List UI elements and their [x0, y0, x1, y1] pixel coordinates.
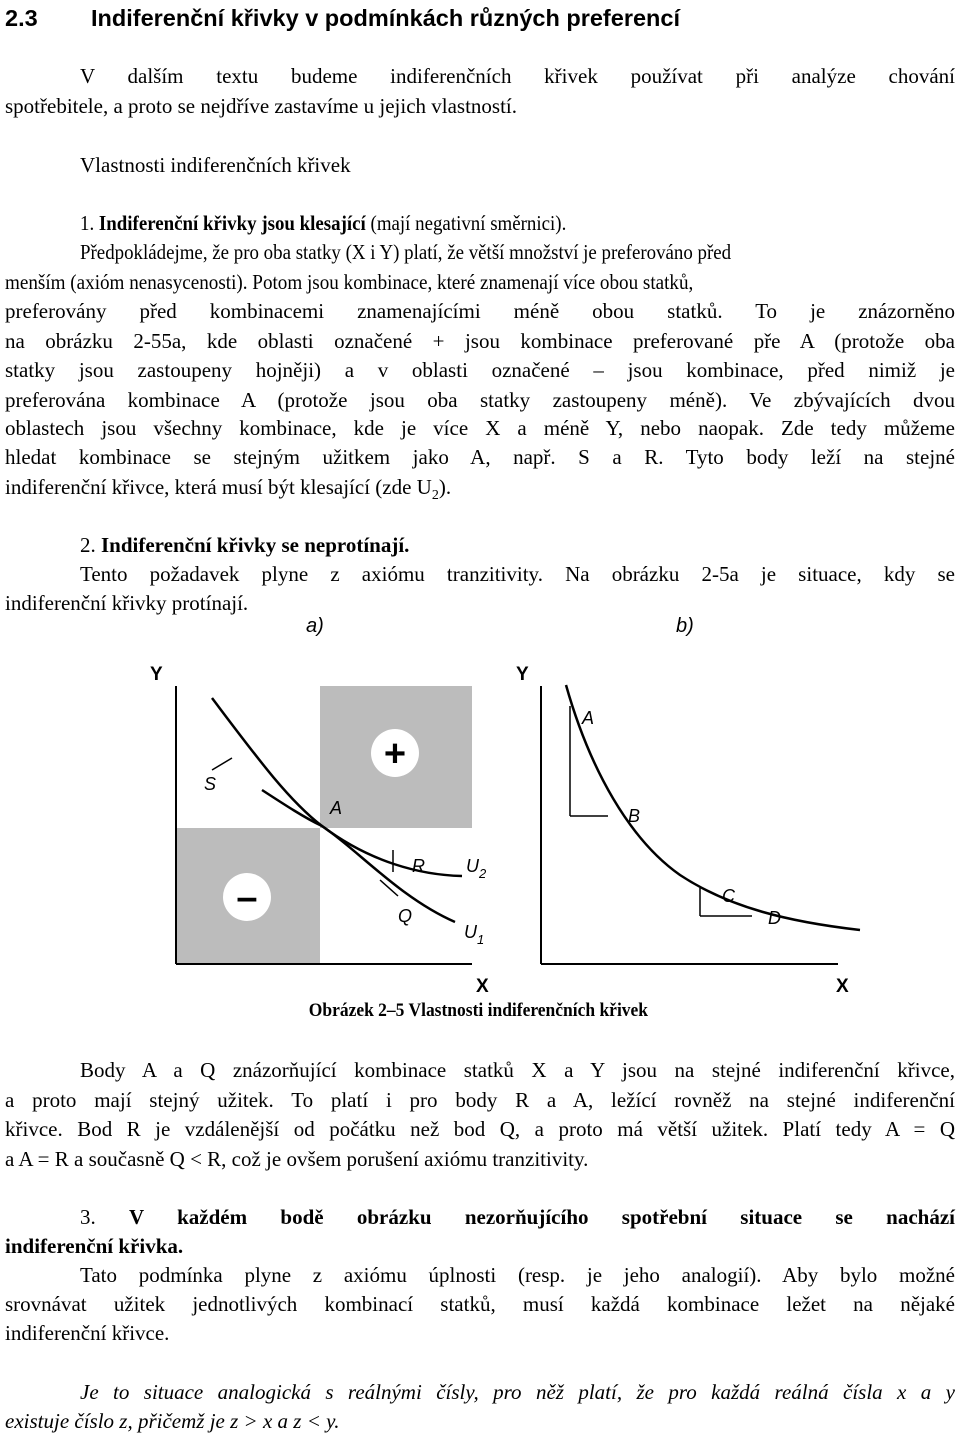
- property-1-line: statky jsou zastoupeny hojněji) a v oblasti označené – jsou kombinace, před nimiž je: [5, 358, 955, 382]
- point-s-label: S: [204, 774, 217, 794]
- property-2-heading: [80, 530, 955, 560]
- point-q-label: Q: [398, 906, 413, 926]
- panel-b: [516, 664, 860, 997]
- property-2-line: indiferenční křivky protínají.: [5, 591, 249, 615]
- closing-line-2: existuje číslo z, přičemž je z > x a z < y.: [5, 1409, 340, 1433]
- property-1-number: 1.: [80, 211, 95, 235]
- property-1-line: preferovány před kombinacemi znamenajícími méně obou statků. To je znázorněno: [5, 299, 955, 323]
- property-1-line: na obrázku 2-55a, kde oblasti označené + jsou kombinace preferované pře A (protože oba: [5, 329, 955, 353]
- property-3-line: srovnávat užitek jednotlivých kombinací statků, musí každá kombinace ležet na nějaké: [5, 1292, 955, 1316]
- property-1-line: hledat kombinace se stejným užitkem jako A, např. S a R. Tyto body leží na stejné: [5, 445, 955, 469]
- property-2-title: Indiferenční křivky se neprotínají.: [101, 533, 410, 557]
- y-axis-label: Y: [150, 664, 163, 685]
- property-3-heading: [80, 1202, 955, 1232]
- x-axis-label: X: [836, 976, 849, 997]
- property-3-line: indiferenční křivce.: [5, 1321, 170, 1345]
- property-1-last-line: indiferenční křivce, která musí být klesající (zde $U_2$).: [5, 475, 452, 504]
- property-2-line: Tento požadavek plyne z axiómu tranzitivity. Na obrázku 2-5a je situace, kdy se: [80, 562, 955, 586]
- property-1-line: Předpokládejme, že pro oba statky (X i Y) platí, že větší množství je preferováno před: [80, 240, 732, 264]
- section-number: 2.3: [5, 5, 38, 31]
- point-b-label: B: [628, 806, 641, 826]
- after-figure-line: a proto mají stejný užitek. To platí i pro body R a A, ležící rovněž na stejné indiferenční: [5, 1088, 955, 1112]
- property-1-line: preferována kombinace A (protože jsou oba statky zastoupeny méně). Ve zbývajících dvou: [5, 388, 955, 412]
- after-figure-line: křivce. Bod R je vzdálenější od počátku než bod Q, a proto má větší užitek. Platí tedy A = Q: [5, 1117, 955, 1141]
- panel-b-label: b): [676, 615, 694, 637]
- point-c-label: C: [722, 886, 735, 906]
- property-1-suffix: (mají negativní směrnici).: [365, 211, 567, 235]
- figure-caption: Obrázek 2–5 Vlastnosti indiferenčních křivek: [308, 1000, 649, 1021]
- point-a-label: A: [330, 798, 343, 818]
- properties-title: Vlastnosti indiferenčních křivek: [80, 153, 351, 177]
- point-d-label: D: [768, 908, 781, 928]
- tick-q: [380, 880, 398, 896]
- property-1-title: Indiferenční křivky jsou klesající: [98, 211, 366, 235]
- property-1-heading: [80, 208, 955, 238]
- intro-line-2: spotřebitele, a proto se nejdříve zastavíme u jejich vlastností.: [5, 94, 518, 118]
- section-title: Indiferenční křivky v podmínkách různých preferencí: [91, 5, 680, 31]
- intro-line-1: V dalším textu budeme indiferenčních křivek používat při analýze chování: [80, 64, 955, 88]
- property-1-line: menším (axióm nenasycenosti). Potom jsou kombinace, které znamenají více obou statků,: [5, 270, 694, 294]
- point-a-label: A: [582, 708, 595, 728]
- section-heading: [5, 2, 680, 34]
- point-r-label: R: [412, 856, 425, 876]
- curve-u1-label: $U_1$: [464, 922, 485, 947]
- property-1-line: oblastech jsou všechny kombinace, kde je více X a méně Y, nebo naopak. Zde tedy můžeme: [5, 416, 955, 440]
- property-3-title: V každém bodě obrázku nezorňujícího spotřební situace se nachází: [129, 1205, 955, 1229]
- property-3-number: 3.: [80, 1205, 96, 1229]
- after-figure-line: Body A a Q znázorňující kombinace statků X a Y jsou na stejné indiferenční křivce,: [80, 1058, 955, 1082]
- indifference-curves-figure: [0, 640, 960, 1010]
- after-figure-line: a A = R a současně Q < R, což je ovšem porušení axiómu tranzitivity.: [5, 1147, 589, 1171]
- tick-s: [212, 758, 232, 770]
- panel-a: [150, 664, 489, 997]
- indifference-curve: [566, 685, 860, 930]
- property-2-number: 2.: [80, 533, 96, 557]
- y-axis-label: Y: [516, 664, 529, 685]
- plus-sign: +: [383, 733, 407, 775]
- property-3-line: Tato podmínka plyne z axiómu úplnosti (resp. je jeho analogií). Aby bylo možné: [80, 1263, 955, 1287]
- panel-a-label: a): [306, 615, 324, 637]
- x-axis-label: X: [476, 976, 489, 997]
- property-3-title-cont: indiferenční křivka.: [5, 1234, 184, 1258]
- curve-u2-label: $U_2$: [466, 856, 487, 881]
- closing-line-1: Je to situace analogická s reálnými čísly, pro něž platí, že pro každá reálná čísla x a y: [80, 1380, 955, 1404]
- minus-sign: –: [236, 877, 258, 919]
